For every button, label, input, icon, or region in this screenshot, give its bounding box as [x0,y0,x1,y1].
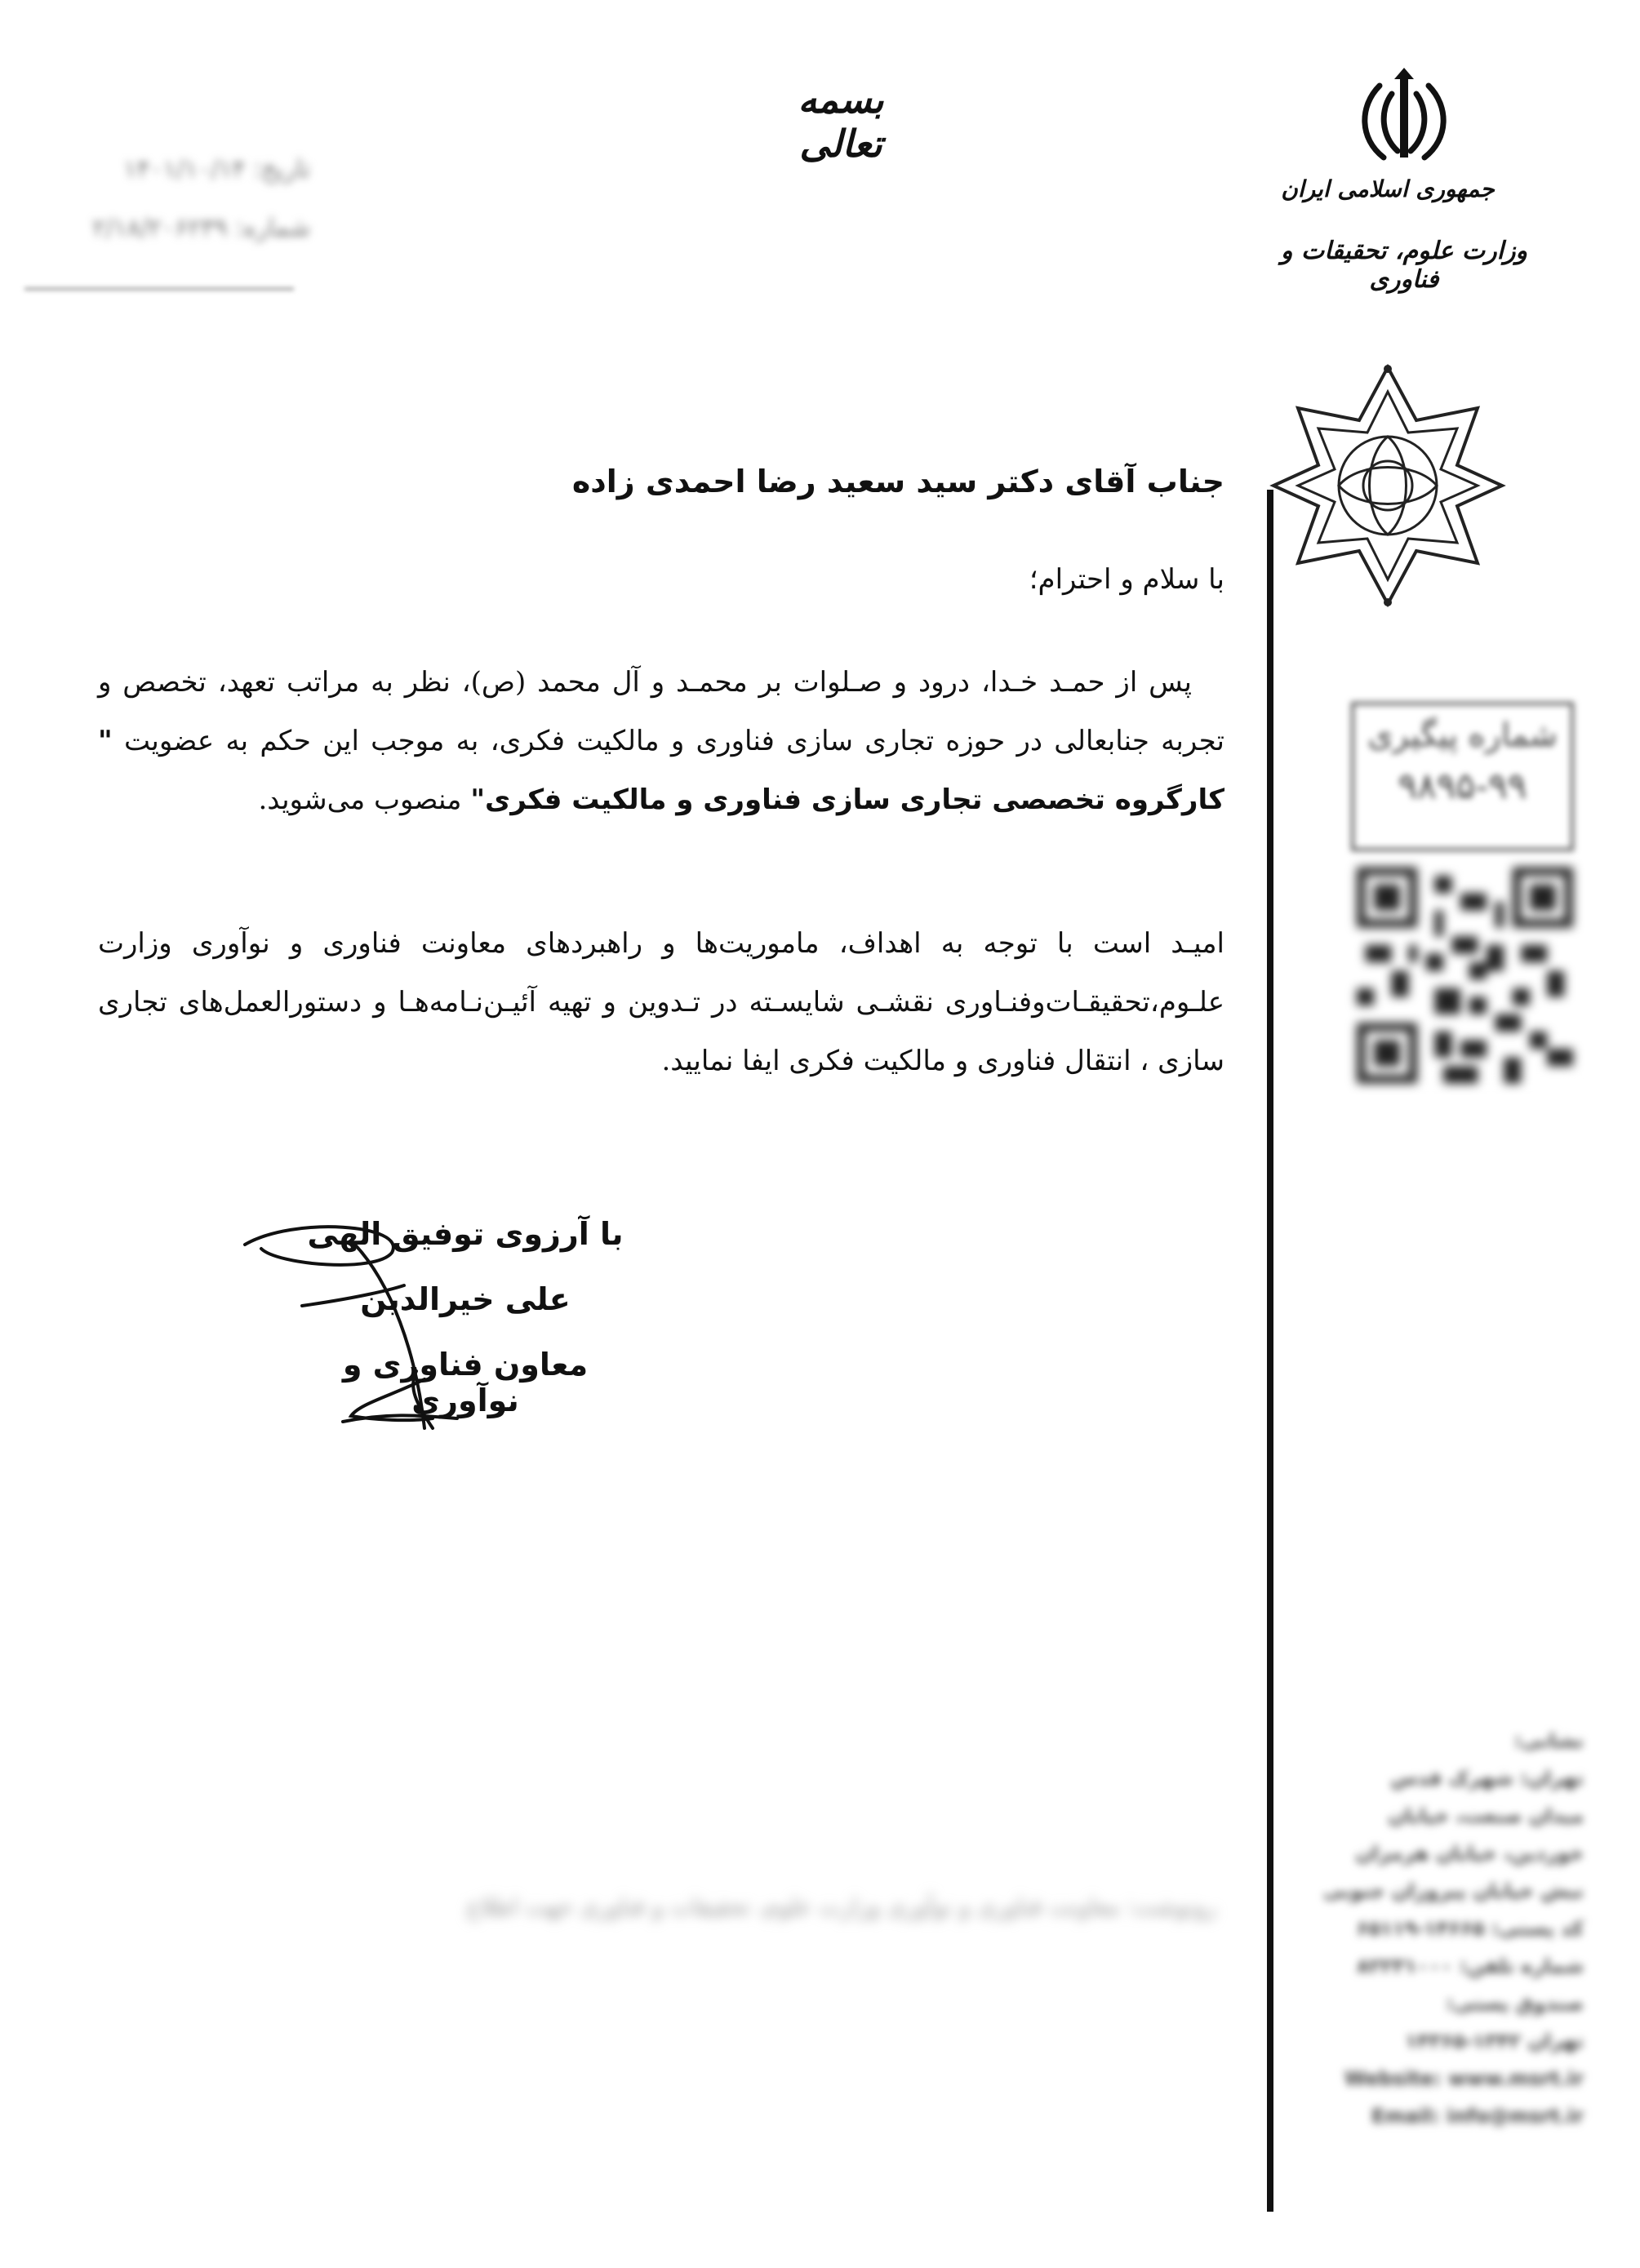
body-paragraph-2: امیـد است با توجه به اهداف، ماموریت‌ها و راهبردهای معاونت فناوری و نوآوری وزارت علـوم،تحقیقـات‌وفنـاوری نقشـی شایسـته در تـدوین و تهیه آئیـن‌نـامه‌هـا و دستورالعمل‌های تجاری سازی ، انتقال فناوری و مالکیت فکری ایفا نمایید. [98,927,1224,1077]
address-line: Email: info@msrt.ir [1371,2105,1584,2128]
address-line: Website: www.msrt.ir [1344,2067,1584,2090]
address-line: میدان صنعت، خیابان [1388,1804,1584,1827]
country-name: جمهوری اسلامی ایران [1281,175,1495,202]
tracking-label: شماره پیگیری [1367,717,1558,754]
qr-code-icon [1357,865,1573,1085]
letter-date: تاریخ: ۱۴۰۱/۱۰/۱۴ [123,155,310,184]
address-line: نبش خیابان پیروزان جنوبی [1322,1880,1584,1902]
address-line: نشانی: [1513,1729,1584,1752]
address-line: تهران ۱۳۴۲-۱۴۳۶۵ [1405,2030,1584,2053]
address-line: شماره تلفن: ۸۲۲۳۱۰۰۰ [1357,1955,1584,1977]
tracking-number-box [1351,702,1574,851]
signer-name: علی خیرالدین [360,1281,571,1317]
iran-emblem-icon [1347,61,1461,175]
tracking-value: ۹۸۹۵-۹۹ [1398,766,1527,807]
carbon-copy-line: رونوشت: معاونت فناوری و نوآوری وزارت علوم، تحقیقات و فناوری جهت اطلاع [466,1893,1216,1920]
signer-title: معاون فناوری و نوآوری [342,1347,589,1418]
committee-name: " کارگروه تخصصی تجاری سازی فناوری و مالکیت فکری" [98,725,1224,816]
body-paragraph-1 [98,653,1224,829]
islamic-ornament-icon [1265,359,1510,612]
recipient-line: جناب آقای دکتر سید سعید رضا احمدی زاده [571,464,1224,499]
address-line: کد پستی: ۱۴۶۶۵-۶۵۱۱۹ [1356,1917,1584,1940]
attachment-line [24,287,294,291]
bismillah-heading: بسمه تعالی [798,78,884,166]
greeting-line: با سلام و احترام؛ [1029,563,1224,596]
paragraph-1-ending: منصوب می‌شوید. [258,783,462,816]
handwritten-signature-icon [229,1208,620,1453]
vertical-divider [1267,490,1273,2212]
address-block [1306,1722,1584,2135]
letter-number: شماره: ۲/۱۸/۲۰۶۲۳۹ [92,214,310,242]
address-line: صندوق پستی: [1446,1992,1584,2015]
closing-line: با آرزوی توفیق الهی [307,1216,624,1252]
ministry-name: وزارت علوم، تحقیقات و فناوری [1281,237,1527,294]
address-line: خوردین، خیابان هرمزان [1355,1842,1584,1865]
address-line: تهران: شهرک قدس [1390,1767,1584,1790]
paragraph-1-text: پس از حمـد خـدا، درود و صـلوات بر محمـد و آل محمد (ص)، نظر به مراتب تعهد، تخصص و تجربه جنابعالی در حوزه تجاری سازی فناوری و مالکیت فکری، به موجب این حکم به عضویت [98,666,1224,757]
